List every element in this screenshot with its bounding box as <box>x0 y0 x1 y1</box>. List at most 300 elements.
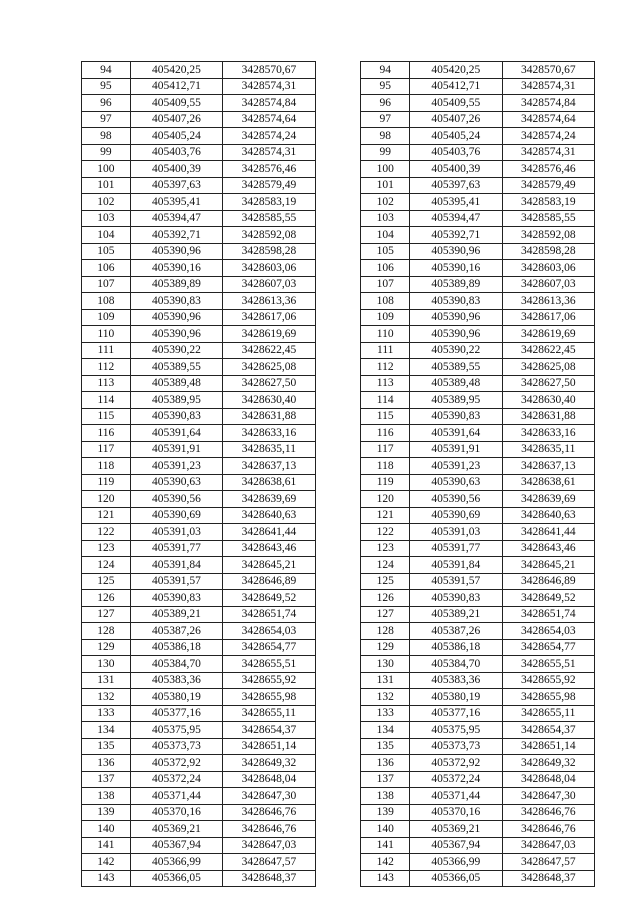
right-point-number-cell: 114 <box>361 392 410 409</box>
right-point-number-cell: 97 <box>361 111 410 128</box>
column-gap <box>315 95 361 112</box>
left-point-number-cell: 127 <box>82 606 131 623</box>
right-x-coordinate-cell: 405390,16 <box>410 260 502 277</box>
column-gap <box>315 62 361 79</box>
left-point-number-cell: 102 <box>82 194 131 211</box>
column-gap <box>315 573 361 590</box>
left-y-coordinate-cell: 3428649,32 <box>223 755 315 772</box>
left-y-coordinate-cell: 3428640,63 <box>223 507 315 524</box>
left-point-number-cell: 130 <box>82 656 131 673</box>
left-x-coordinate-cell: 405390,83 <box>130 408 222 425</box>
left-x-coordinate-cell: 405403,76 <box>130 144 222 161</box>
table-row <box>82 144 595 161</box>
left-x-coordinate-cell: 405395,41 <box>130 194 222 211</box>
right-x-coordinate-cell: 405409,55 <box>410 95 502 112</box>
left-x-coordinate-cell: 405390,96 <box>130 309 222 326</box>
table-row <box>82 705 595 722</box>
left-y-coordinate-cell: 3428643,46 <box>223 540 315 557</box>
table-row <box>82 458 595 475</box>
left-x-coordinate-cell: 405392,71 <box>130 227 222 244</box>
left-point-number-cell: 104 <box>82 227 131 244</box>
left-point-number-cell: 125 <box>82 573 131 590</box>
column-gap <box>315 144 361 161</box>
left-point-number-cell: 121 <box>82 507 131 524</box>
table-row <box>82 276 595 293</box>
right-x-coordinate-cell: 405390,22 <box>410 342 502 359</box>
left-y-coordinate-cell: 3428574,31 <box>223 78 315 95</box>
right-point-number-cell: 140 <box>361 821 410 838</box>
right-point-number-cell: 124 <box>361 557 410 574</box>
left-x-coordinate-cell: 405412,71 <box>130 78 222 95</box>
left-y-coordinate-cell: 3428646,89 <box>223 573 315 590</box>
right-x-coordinate-cell: 405366,99 <box>410 854 502 871</box>
left-y-coordinate-cell: 3428649,52 <box>223 590 315 607</box>
left-y-coordinate-cell: 3428627,50 <box>223 375 315 392</box>
coordinates-table-body <box>82 62 595 887</box>
table-row <box>82 95 595 112</box>
left-point-number-cell: 113 <box>82 375 131 392</box>
right-point-number-cell: 100 <box>361 161 410 178</box>
left-point-number-cell: 96 <box>82 95 131 112</box>
column-gap <box>315 854 361 871</box>
left-point-number-cell: 128 <box>82 623 131 640</box>
table-row <box>82 243 595 260</box>
right-point-number-cell: 118 <box>361 458 410 475</box>
right-point-number-cell: 139 <box>361 804 410 821</box>
table-row <box>82 590 595 607</box>
right-x-coordinate-cell: 405397,63 <box>410 177 502 194</box>
right-point-number-cell: 104 <box>361 227 410 244</box>
right-y-coordinate-cell: 3428647,30 <box>502 788 594 805</box>
right-point-number-cell: 133 <box>361 705 410 722</box>
column-gap <box>315 804 361 821</box>
table-row <box>82 194 595 211</box>
left-point-number-cell: 117 <box>82 441 131 458</box>
column-gap <box>315 458 361 475</box>
right-y-coordinate-cell: 3428625,08 <box>502 359 594 376</box>
right-x-coordinate-cell: 405367,94 <box>410 837 502 854</box>
left-y-coordinate-cell: 3428654,03 <box>223 623 315 640</box>
left-point-number-cell: 101 <box>82 177 131 194</box>
left-y-coordinate-cell: 3428655,51 <box>223 656 315 673</box>
left-x-coordinate-cell: 405407,26 <box>130 111 222 128</box>
right-y-coordinate-cell: 3428651,14 <box>502 738 594 755</box>
right-x-coordinate-cell: 405420,25 <box>410 62 502 79</box>
left-point-number-cell: 133 <box>82 705 131 722</box>
column-gap <box>315 177 361 194</box>
left-point-number-cell: 94 <box>82 62 131 79</box>
table-row <box>82 260 595 277</box>
left-y-coordinate-cell: 3428576,46 <box>223 161 315 178</box>
left-point-number-cell: 99 <box>82 144 131 161</box>
right-y-coordinate-cell: 3428585,55 <box>502 210 594 227</box>
right-y-coordinate-cell: 3428646,76 <box>502 821 594 838</box>
right-point-number-cell: 127 <box>361 606 410 623</box>
left-point-number-cell: 123 <box>82 540 131 557</box>
right-x-coordinate-cell: 405390,83 <box>410 590 502 607</box>
column-gap <box>315 326 361 343</box>
right-y-coordinate-cell: 3428627,50 <box>502 375 594 392</box>
left-point-number-cell: 103 <box>82 210 131 227</box>
left-x-coordinate-cell: 405370,16 <box>130 804 222 821</box>
left-x-coordinate-cell: 405371,44 <box>130 788 222 805</box>
left-x-coordinate-cell: 405390,69 <box>130 507 222 524</box>
left-y-coordinate-cell: 3428651,74 <box>223 606 315 623</box>
table-row <box>82 392 595 409</box>
right-x-coordinate-cell: 405390,83 <box>410 293 502 310</box>
right-y-coordinate-cell: 3428570,67 <box>502 62 594 79</box>
left-x-coordinate-cell: 405391,57 <box>130 573 222 590</box>
left-y-coordinate-cell: 3428647,03 <box>223 837 315 854</box>
left-point-number-cell: 132 <box>82 689 131 706</box>
left-y-coordinate-cell: 3428637,13 <box>223 458 315 475</box>
left-x-coordinate-cell: 405384,70 <box>130 656 222 673</box>
column-gap <box>315 738 361 755</box>
right-point-number-cell: 120 <box>361 491 410 508</box>
right-y-coordinate-cell: 3428592,08 <box>502 227 594 244</box>
left-y-coordinate-cell: 3428654,37 <box>223 722 315 739</box>
right-point-number-cell: 111 <box>361 342 410 359</box>
left-x-coordinate-cell: 405394,47 <box>130 210 222 227</box>
left-x-coordinate-cell: 405372,92 <box>130 755 222 772</box>
right-point-number-cell: 122 <box>361 524 410 541</box>
right-point-number-cell: 94 <box>361 62 410 79</box>
right-x-coordinate-cell: 405391,23 <box>410 458 502 475</box>
right-y-coordinate-cell: 3428583,19 <box>502 194 594 211</box>
left-point-number-cell: 95 <box>82 78 131 95</box>
column-gap <box>315 821 361 838</box>
coordinates-table <box>81 61 595 887</box>
right-x-coordinate-cell: 405390,56 <box>410 491 502 508</box>
left-x-coordinate-cell: 405366,99 <box>130 854 222 871</box>
right-x-coordinate-cell: 405405,24 <box>410 128 502 145</box>
table-row <box>82 821 595 838</box>
right-x-coordinate-cell: 405400,39 <box>410 161 502 178</box>
left-y-coordinate-cell: 3428579,49 <box>223 177 315 194</box>
column-gap <box>315 276 361 293</box>
right-y-coordinate-cell: 3428637,13 <box>502 458 594 475</box>
left-x-coordinate-cell: 405405,24 <box>130 128 222 145</box>
column-gap <box>315 309 361 326</box>
right-y-coordinate-cell: 3428619,69 <box>502 326 594 343</box>
right-point-number-cell: 138 <box>361 788 410 805</box>
left-y-coordinate-cell: 3428613,36 <box>223 293 315 310</box>
column-gap <box>315 590 361 607</box>
left-y-coordinate-cell: 3428648,04 <box>223 771 315 788</box>
right-y-coordinate-cell: 3428630,40 <box>502 392 594 409</box>
left-y-coordinate-cell: 3428574,31 <box>223 144 315 161</box>
right-x-coordinate-cell: 405389,95 <box>410 392 502 409</box>
table-row <box>82 837 595 854</box>
column-gap <box>315 293 361 310</box>
column-gap <box>315 474 361 491</box>
left-y-coordinate-cell: 3428647,57 <box>223 854 315 871</box>
left-point-number-cell: 114 <box>82 392 131 409</box>
left-y-coordinate-cell: 3428619,69 <box>223 326 315 343</box>
table-row <box>82 507 595 524</box>
left-x-coordinate-cell: 405373,73 <box>130 738 222 755</box>
right-x-coordinate-cell: 405391,03 <box>410 524 502 541</box>
column-gap <box>315 672 361 689</box>
left-point-number-cell: 116 <box>82 425 131 442</box>
left-x-coordinate-cell: 405369,21 <box>130 821 222 838</box>
right-x-coordinate-cell: 405373,73 <box>410 738 502 755</box>
right-x-coordinate-cell: 405375,95 <box>410 722 502 739</box>
left-x-coordinate-cell: 405391,77 <box>130 540 222 557</box>
column-gap <box>315 639 361 656</box>
left-y-coordinate-cell: 3428655,92 <box>223 672 315 689</box>
left-y-coordinate-cell: 3428585,55 <box>223 210 315 227</box>
right-point-number-cell: 113 <box>361 375 410 392</box>
left-y-coordinate-cell: 3428651,14 <box>223 738 315 755</box>
right-point-number-cell: 102 <box>361 194 410 211</box>
left-point-number-cell: 122 <box>82 524 131 541</box>
column-gap <box>315 375 361 392</box>
table-row <box>82 474 595 491</box>
right-x-coordinate-cell: 405390,63 <box>410 474 502 491</box>
column-gap <box>315 194 361 211</box>
column-gap <box>315 210 361 227</box>
table-row <box>82 491 595 508</box>
right-x-coordinate-cell: 405389,48 <box>410 375 502 392</box>
table-row <box>82 639 595 656</box>
left-y-coordinate-cell: 3428635,11 <box>223 441 315 458</box>
column-gap <box>315 656 361 673</box>
right-x-coordinate-cell: 405391,64 <box>410 425 502 442</box>
right-point-number-cell: 99 <box>361 144 410 161</box>
left-y-coordinate-cell: 3428607,03 <box>223 276 315 293</box>
left-point-number-cell: 120 <box>82 491 131 508</box>
right-point-number-cell: 142 <box>361 854 410 871</box>
column-gap <box>315 491 361 508</box>
left-point-number-cell: 119 <box>82 474 131 491</box>
table-row <box>82 408 595 425</box>
right-point-number-cell: 135 <box>361 738 410 755</box>
right-x-coordinate-cell: 405390,83 <box>410 408 502 425</box>
right-x-coordinate-cell: 405371,44 <box>410 788 502 805</box>
table-row <box>82 425 595 442</box>
left-y-coordinate-cell: 3428574,84 <box>223 95 315 112</box>
right-point-number-cell: 110 <box>361 326 410 343</box>
table-row <box>82 656 595 673</box>
left-point-number-cell: 142 <box>82 854 131 871</box>
right-y-coordinate-cell: 3428579,49 <box>502 177 594 194</box>
right-x-coordinate-cell: 405412,71 <box>410 78 502 95</box>
right-y-coordinate-cell: 3428574,64 <box>502 111 594 128</box>
right-point-number-cell: 105 <box>361 243 410 260</box>
left-x-coordinate-cell: 405390,83 <box>130 590 222 607</box>
right-x-coordinate-cell: 405403,76 <box>410 144 502 161</box>
column-gap <box>315 128 361 145</box>
left-point-number-cell: 134 <box>82 722 131 739</box>
table-row <box>82 161 595 178</box>
column-gap <box>315 392 361 409</box>
right-point-number-cell: 119 <box>361 474 410 491</box>
column-gap <box>315 111 361 128</box>
left-point-number-cell: 109 <box>82 309 131 326</box>
left-y-coordinate-cell: 3428645,21 <box>223 557 315 574</box>
right-y-coordinate-cell: 3428655,92 <box>502 672 594 689</box>
left-x-coordinate-cell: 405375,95 <box>130 722 222 739</box>
left-x-coordinate-cell: 405391,23 <box>130 458 222 475</box>
column-gap <box>315 870 361 887</box>
right-x-coordinate-cell: 405383,36 <box>410 672 502 689</box>
table-row <box>82 722 595 739</box>
table-row <box>82 738 595 755</box>
left-point-number-cell: 110 <box>82 326 131 343</box>
right-point-number-cell: 132 <box>361 689 410 706</box>
left-x-coordinate-cell: 405390,83 <box>130 293 222 310</box>
left-y-coordinate-cell: 3428592,08 <box>223 227 315 244</box>
right-x-coordinate-cell: 405407,26 <box>410 111 502 128</box>
right-x-coordinate-cell: 405391,84 <box>410 557 502 574</box>
right-point-number-cell: 109 <box>361 309 410 326</box>
left-y-coordinate-cell: 3428654,77 <box>223 639 315 656</box>
left-x-coordinate-cell: 405397,63 <box>130 177 222 194</box>
right-y-coordinate-cell: 3428648,37 <box>502 870 594 887</box>
right-y-coordinate-cell: 3428641,44 <box>502 524 594 541</box>
table-row <box>82 606 595 623</box>
left-y-coordinate-cell: 3428630,40 <box>223 392 315 409</box>
right-y-coordinate-cell: 3428655,98 <box>502 689 594 706</box>
left-x-coordinate-cell: 405387,26 <box>130 623 222 640</box>
right-x-coordinate-cell: 405372,92 <box>410 755 502 772</box>
table-row <box>82 672 595 689</box>
right-y-coordinate-cell: 3428638,61 <box>502 474 594 491</box>
left-point-number-cell: 136 <box>82 755 131 772</box>
left-y-coordinate-cell: 3428655,98 <box>223 689 315 706</box>
right-y-coordinate-cell: 3428654,03 <box>502 623 594 640</box>
right-x-coordinate-cell: 405389,55 <box>410 359 502 376</box>
right-x-coordinate-cell: 405391,57 <box>410 573 502 590</box>
right-y-coordinate-cell: 3428646,89 <box>502 573 594 590</box>
column-gap <box>315 705 361 722</box>
right-y-coordinate-cell: 3428633,16 <box>502 425 594 442</box>
table-row <box>82 771 595 788</box>
right-point-number-cell: 96 <box>361 95 410 112</box>
right-x-coordinate-cell: 405391,91 <box>410 441 502 458</box>
left-x-coordinate-cell: 405380,19 <box>130 689 222 706</box>
left-x-coordinate-cell: 405366,05 <box>130 870 222 887</box>
left-x-coordinate-cell: 405386,18 <box>130 639 222 656</box>
table-row <box>82 689 595 706</box>
right-y-coordinate-cell: 3428654,77 <box>502 639 594 656</box>
column-gap <box>315 524 361 541</box>
column-gap <box>315 755 361 772</box>
left-point-number-cell: 138 <box>82 788 131 805</box>
left-y-coordinate-cell: 3428631,88 <box>223 408 315 425</box>
column-gap <box>315 722 361 739</box>
column-gap <box>315 78 361 95</box>
right-point-number-cell: 115 <box>361 408 410 425</box>
right-point-number-cell: 136 <box>361 755 410 772</box>
left-x-coordinate-cell: 405391,91 <box>130 441 222 458</box>
right-point-number-cell: 126 <box>361 590 410 607</box>
right-x-coordinate-cell: 405390,96 <box>410 243 502 260</box>
left-point-number-cell: 129 <box>82 639 131 656</box>
right-y-coordinate-cell: 3428651,74 <box>502 606 594 623</box>
column-gap <box>315 837 361 854</box>
left-x-coordinate-cell: 405390,96 <box>130 326 222 343</box>
right-x-coordinate-cell: 405394,47 <box>410 210 502 227</box>
right-y-coordinate-cell: 3428646,76 <box>502 804 594 821</box>
right-y-coordinate-cell: 3428649,32 <box>502 755 594 772</box>
right-x-coordinate-cell: 405390,96 <box>410 309 502 326</box>
column-gap <box>315 342 361 359</box>
right-y-coordinate-cell: 3428639,69 <box>502 491 594 508</box>
left-x-coordinate-cell: 405390,96 <box>130 243 222 260</box>
right-y-coordinate-cell: 3428574,84 <box>502 95 594 112</box>
left-x-coordinate-cell: 405367,94 <box>130 837 222 854</box>
table-row <box>82 359 595 376</box>
right-y-coordinate-cell: 3428574,31 <box>502 78 594 95</box>
right-x-coordinate-cell: 405380,19 <box>410 689 502 706</box>
left-point-number-cell: 124 <box>82 557 131 574</box>
table-row <box>82 177 595 194</box>
table-row <box>82 755 595 772</box>
right-point-number-cell: 108 <box>361 293 410 310</box>
table-row <box>82 788 595 805</box>
right-point-number-cell: 116 <box>361 425 410 442</box>
right-y-coordinate-cell: 3428574,24 <box>502 128 594 145</box>
left-y-coordinate-cell: 3428648,37 <box>223 870 315 887</box>
left-x-coordinate-cell: 405390,56 <box>130 491 222 508</box>
right-point-number-cell: 95 <box>361 78 410 95</box>
left-x-coordinate-cell: 405377,16 <box>130 705 222 722</box>
right-y-coordinate-cell: 3428647,57 <box>502 854 594 871</box>
right-y-coordinate-cell: 3428649,52 <box>502 590 594 607</box>
right-y-coordinate-cell: 3428603,06 <box>502 260 594 277</box>
right-x-coordinate-cell: 405366,05 <box>410 870 502 887</box>
left-y-coordinate-cell: 3428574,64 <box>223 111 315 128</box>
left-y-coordinate-cell: 3428641,44 <box>223 524 315 541</box>
right-y-coordinate-cell: 3428654,37 <box>502 722 594 739</box>
column-gap <box>315 425 361 442</box>
left-x-coordinate-cell: 405389,55 <box>130 359 222 376</box>
left-x-coordinate-cell: 405383,36 <box>130 672 222 689</box>
left-x-coordinate-cell: 405372,24 <box>130 771 222 788</box>
right-point-number-cell: 112 <box>361 359 410 376</box>
left-y-coordinate-cell: 3428639,69 <box>223 491 315 508</box>
left-point-number-cell: 143 <box>82 870 131 887</box>
right-point-number-cell: 143 <box>361 870 410 887</box>
column-gap <box>315 507 361 524</box>
left-y-coordinate-cell: 3428617,06 <box>223 309 315 326</box>
left-point-number-cell: 111 <box>82 342 131 359</box>
column-gap <box>315 161 361 178</box>
right-y-coordinate-cell: 3428648,04 <box>502 771 594 788</box>
right-point-number-cell: 131 <box>361 672 410 689</box>
column-gap <box>315 540 361 557</box>
right-y-coordinate-cell: 3428655,11 <box>502 705 594 722</box>
left-y-coordinate-cell: 3428625,08 <box>223 359 315 376</box>
right-y-coordinate-cell: 3428643,46 <box>502 540 594 557</box>
right-x-coordinate-cell: 405387,26 <box>410 623 502 640</box>
right-y-coordinate-cell: 3428647,03 <box>502 837 594 854</box>
left-y-coordinate-cell: 3428583,19 <box>223 194 315 211</box>
right-point-number-cell: 137 <box>361 771 410 788</box>
left-point-number-cell: 107 <box>82 276 131 293</box>
left-x-coordinate-cell: 405389,48 <box>130 375 222 392</box>
right-point-number-cell: 103 <box>361 210 410 227</box>
column-gap <box>315 689 361 706</box>
left-point-number-cell: 140 <box>82 821 131 838</box>
left-x-coordinate-cell: 405391,84 <box>130 557 222 574</box>
left-point-number-cell: 105 <box>82 243 131 260</box>
right-y-coordinate-cell: 3428607,03 <box>502 276 594 293</box>
left-x-coordinate-cell: 405390,22 <box>130 342 222 359</box>
table-row <box>82 557 595 574</box>
